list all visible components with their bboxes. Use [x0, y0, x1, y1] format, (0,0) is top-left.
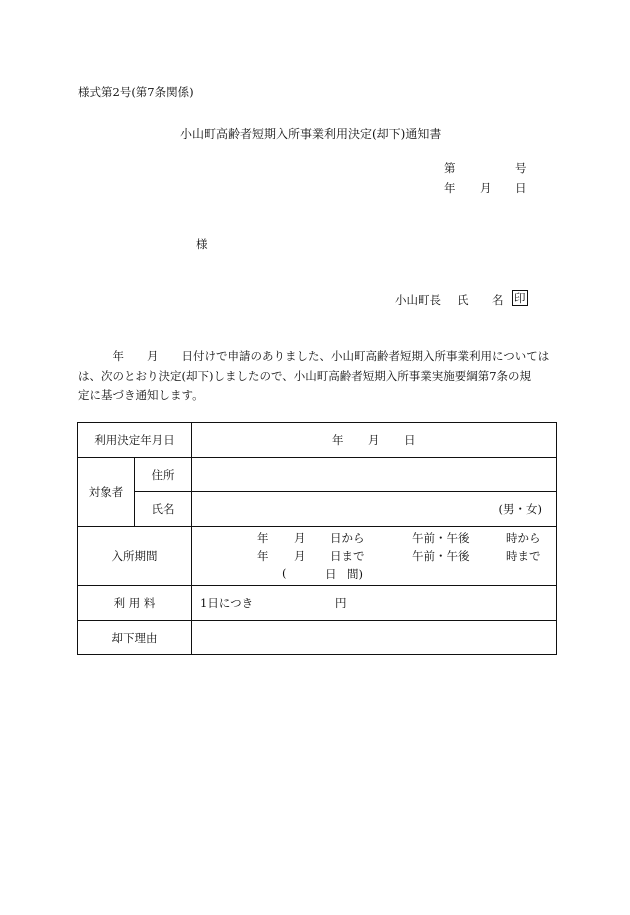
days-open-paren: (: [282, 566, 287, 580]
document-title: 小山町高齢者短期入所事業利用決定(却下)通知書: [180, 127, 442, 141]
address-label: 住所: [135, 458, 192, 492]
days-close: 間): [347, 567, 363, 581]
period-field: [192, 527, 557, 586]
doc-number-prefix: 第: [444, 161, 456, 175]
decision-year: 年: [332, 433, 344, 447]
gender-choice[interactable]: (男・女): [498, 502, 542, 516]
period-label: 入所期間: [78, 527, 192, 586]
issue-month: 月: [480, 181, 492, 195]
body-line: 定に基づき通知します。: [78, 388, 204, 402]
decision-day: 日: [404, 433, 416, 447]
decision-date-label: 利用決定年月日: [78, 423, 192, 458]
decision-month: 月: [368, 433, 380, 447]
days-unit: 日: [325, 567, 337, 581]
name-field[interactable]: [192, 492, 557, 527]
fee-per-day: 1日につき: [200, 596, 254, 610]
notice-form-table: [77, 422, 557, 655]
fee-unit: 円: [335, 596, 347, 610]
row-rejection: [78, 621, 557, 655]
row-decision-date: [78, 423, 557, 458]
issuer-given-label: 名: [492, 293, 504, 307]
from-time: 時から: [506, 531, 541, 545]
issuer-surname-label: 氏: [457, 293, 469, 307]
doc-number-suffix: 号: [515, 161, 527, 175]
from-year: 年: [257, 531, 269, 545]
decision-date-value: [192, 423, 557, 458]
seal-mark: 印: [514, 291, 526, 305]
from-month: 月: [294, 531, 306, 545]
to-time: 時まで: [506, 549, 541, 563]
fee-label: 利 用 料: [78, 586, 192, 621]
row-address: [78, 458, 557, 492]
issuer-title: 小山町長: [395, 293, 441, 307]
address-field[interactable]: [192, 458, 557, 492]
to-day: 日まで: [330, 549, 365, 563]
body-line: 年 月 日付けで申請のありました、小山町高齢者短期入所事業利用については: [78, 349, 550, 363]
fee-field: [192, 586, 557, 621]
rejection-label: 却下理由: [78, 621, 192, 655]
subject-label: 対象者: [78, 458, 135, 527]
row-fee: [78, 586, 557, 621]
body-line: は、次のとおり決定(却下)しましたので、小山町高齢者短期入所事業実施要綱第7条の規: [78, 368, 532, 383]
row-name: [78, 492, 557, 527]
issue-year: 年: [444, 181, 456, 195]
issue-day: 日: [515, 181, 527, 195]
form-reference: 様式第2号(第7条関係): [78, 85, 194, 99]
name-label: 氏名: [135, 492, 192, 527]
to-ampm[interactable]: 午前・午後: [412, 549, 470, 563]
from-day: 日から: [330, 531, 365, 545]
to-month: 月: [294, 549, 306, 563]
to-year: 年: [257, 549, 269, 563]
rejection-field[interactable]: [192, 621, 557, 655]
recipient-honorific: 様: [196, 237, 208, 251]
from-ampm[interactable]: 午前・午後: [412, 531, 470, 545]
row-period: [78, 527, 557, 586]
body-paragraph: [78, 347, 560, 406]
